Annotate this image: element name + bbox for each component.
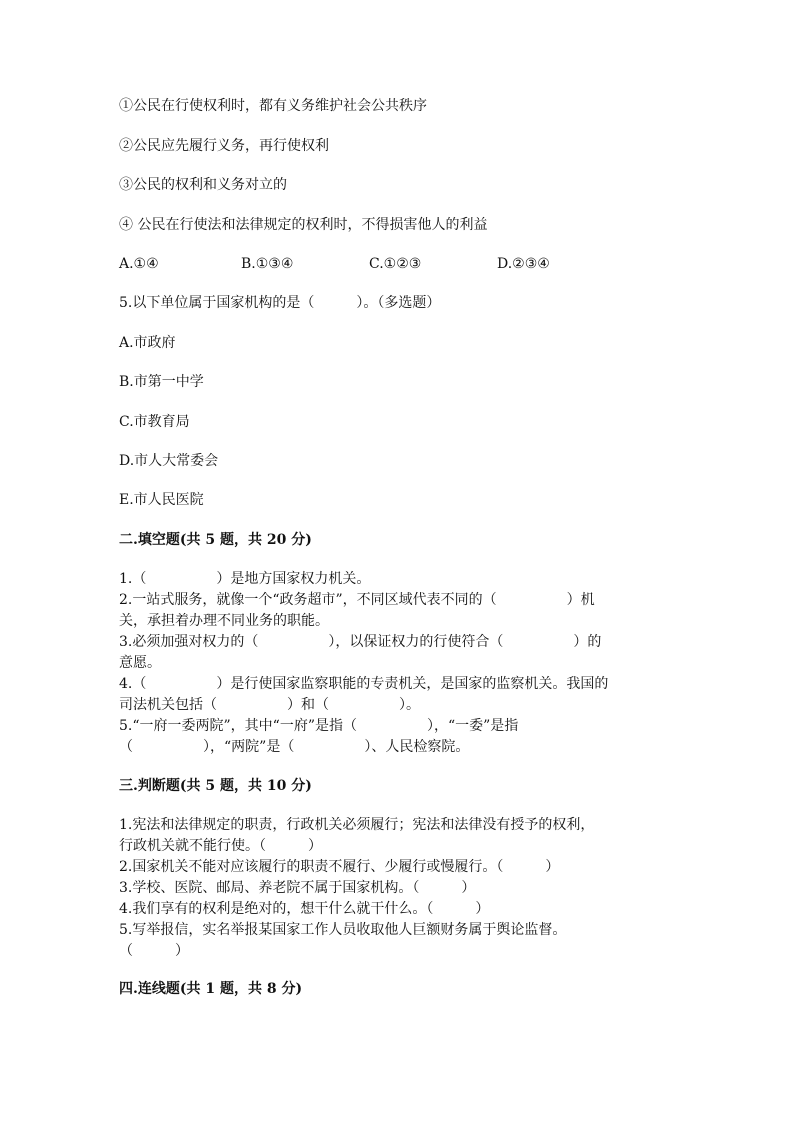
section3-body bbox=[119, 815, 594, 962]
section2-line: 司法机关包括（ ）和（ ）。 bbox=[119, 697, 420, 713]
section2-heading: 二.填空题(共 5 题，共 20 分) bbox=[119, 532, 312, 548]
section2-line: 2.一站式服务，就像一个“政务超市”，不同区域代表不同的（ ）机 bbox=[119, 592, 595, 608]
section3-line: 行政机关就不能行使。（ ） bbox=[119, 838, 322, 854]
q4-options bbox=[119, 254, 619, 274]
q4-statement-1: ①公民在行使权利时，都有义务维护社会公共秩序 bbox=[119, 98, 427, 114]
section2-body bbox=[119, 569, 608, 758]
section3-heading: 三.判断题(共 5 题，共 10 分) bbox=[119, 778, 312, 794]
q4-option-d: D.②③④ bbox=[497, 256, 550, 272]
section2-line: （ ），“两院”是（ ）、人民检察院。 bbox=[119, 739, 470, 755]
q4-statement-2: ②公民应先履行义务，再行使权利 bbox=[119, 138, 329, 154]
section3-line: 1.宪法和法律规定的职责，行政机关必须履行；宪法和法律没有授予的权利， bbox=[119, 817, 595, 833]
q5-option-d: D.市人大常委会 bbox=[119, 453, 219, 469]
q5-stem: 5.以下单位属于国家机构的是（ ）。（多选题） bbox=[119, 295, 441, 311]
q4-option-a: A.①④ bbox=[119, 256, 159, 272]
section3-line: 4.我们享有的权利是绝对的，想干什么就干什么。（ ） bbox=[119, 901, 490, 917]
section3-line: 3.学校、医院、邮局、养老院不属于国家机构。（ ） bbox=[119, 880, 476, 896]
q5-option-b: B.市第一中学 bbox=[119, 374, 204, 390]
section3-line: 2.国家机关不能对应该履行的职责不履行、少履行或慢履行。（ ） bbox=[119, 859, 560, 875]
section2-line: 3.必须加强对权力的（ ），以保证权力的行使符合（ ）的 bbox=[119, 634, 602, 650]
q4-option-c: C.①②③ bbox=[369, 256, 422, 272]
section3-line: 5.写举报信，实名举报某国家工作人员收取他人巨额财务属于舆论监督。 bbox=[119, 922, 567, 938]
q5-option-a: A.市政府 bbox=[119, 335, 176, 351]
section2-line: 4.（ ）是行使国家监察职能的专责机关，是国家的监察机关。我国的 bbox=[119, 676, 609, 692]
section4-heading: 四.连线题(共 1 题，共 8 分) bbox=[119, 981, 303, 997]
q5-option-c: C.市教育局 bbox=[119, 414, 190, 430]
q4-statement-4: ④ 公民在行使法和法律规定的权利时，不得损害他人的利益 bbox=[119, 217, 488, 233]
section2-line: 意愿。 bbox=[119, 655, 161, 671]
section3-line: （ ） bbox=[119, 943, 189, 959]
q4-statement-3: ③公民的权利和义务对立的 bbox=[119, 177, 287, 193]
q4-option-b: B.①③④ bbox=[241, 256, 294, 272]
q5-option-e: E.市人民医院 bbox=[119, 492, 204, 508]
section2-line: 5.“一府一委两院”，其中“一府”是指（ ），“一委”是指 bbox=[119, 718, 519, 734]
section2-line: 1.（ ）是地方国家权力机关。 bbox=[119, 571, 371, 587]
section2-line: 关，承担着办理不同业务的职能。 bbox=[119, 613, 329, 629]
